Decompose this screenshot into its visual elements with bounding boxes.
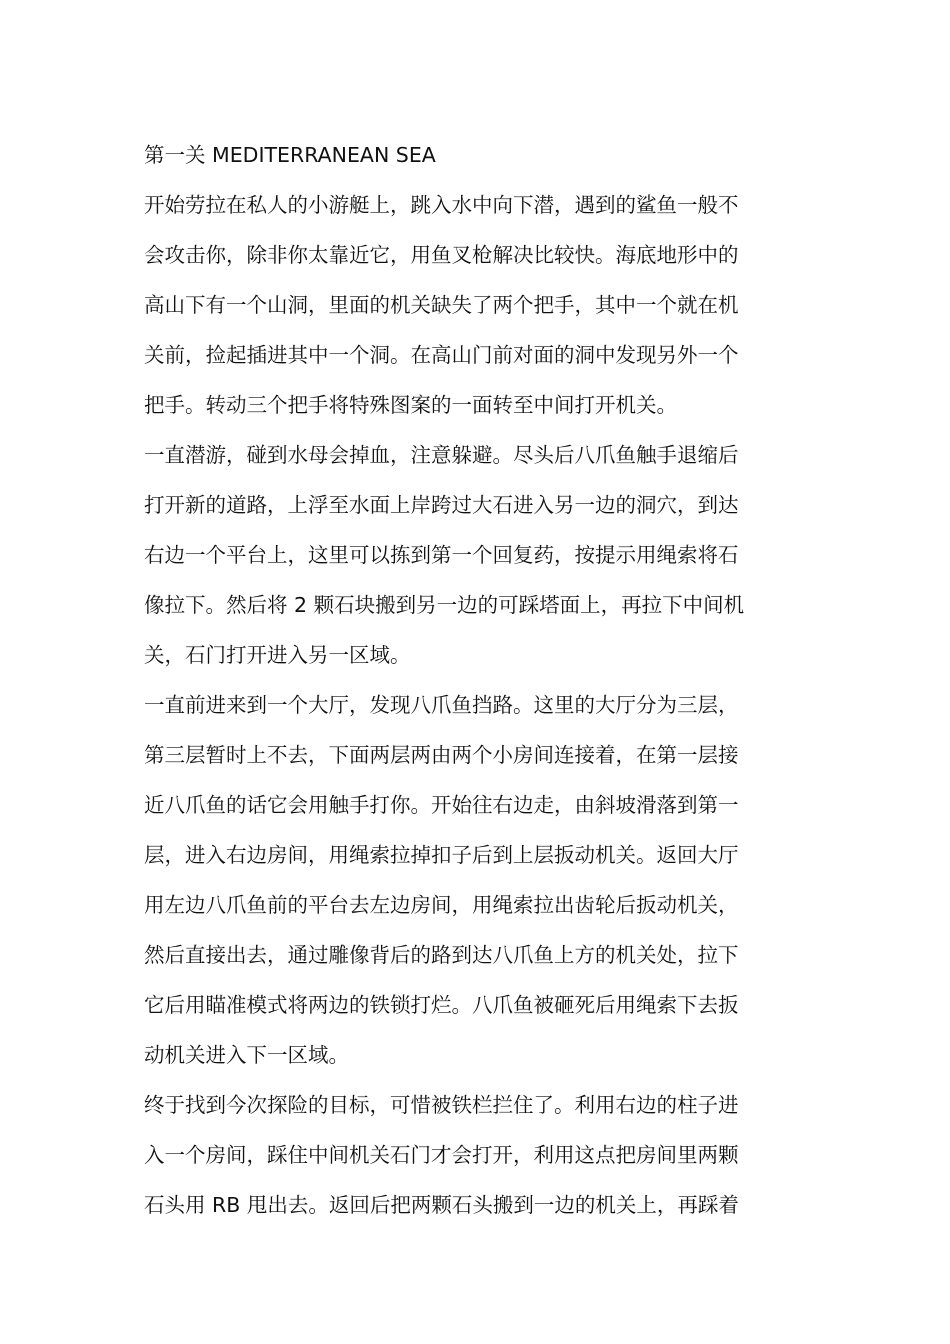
text-line: 一直前进来到一个大厅，发现八爪鱼挡路。这里的大厅分为三层，: [144, 693, 739, 717]
paragraph-1: [144, 180, 806, 430]
text-line: 高山下有一个山洞，里面的机关缺失了两个把手，其中一个就在机: [144, 293, 739, 317]
text-line: 终于找到今次探险的目标，可惜被铁栏拦住了。利用右边的柱子进: [144, 1093, 739, 1117]
text-line: 然后直接出去，通过雕像背后的路到达八爪鱼上方的机关处，拉下: [144, 943, 739, 967]
text-line: 第三层暂时上不去，下面两层两由两个小房间连接着，在第一层接: [144, 743, 739, 767]
text-line: 用左边八爪鱼前的平台去左边房间，用绳索拉出齿轮后扳动机关，: [144, 893, 739, 917]
paragraph-2: [144, 430, 806, 680]
document-page: [144, 130, 806, 1230]
text-line: 它后用瞄准模式将两边的铁锁打烂。八爪鱼被砸死后用绳索下去扳: [144, 993, 739, 1017]
text-line: 打开新的道路，上浮至水面上岸跨过大石进入另一边的洞穴，到达: [144, 493, 739, 517]
text-line: 石头用 RB 甩出去。返回后把两颗石头搬到一边的机关上，再踩着: [144, 1193, 739, 1217]
text-line: 一直潜游，碰到水母会掉血，注意躲避。尽头后八爪鱼触手退缩后: [144, 443, 739, 467]
text-line: 关，石门打开进入另一区域。: [144, 643, 411, 667]
paragraph-4: [144, 1080, 806, 1230]
text-line: 像拉下。然后将 2 颗石块搬到另一边的可踩塔面上，再拉下中间机: [144, 593, 745, 617]
section-title: 第一关 MEDITERRANEAN SEA: [144, 143, 436, 167]
text-line: 把手。转动三个把手将特殊图案的一面转至中间打开机关。: [144, 393, 677, 417]
text-line: 动机关进入下一区域。: [144, 1043, 349, 1067]
text-line: 入一个房间，踩住中间机关石门才会打开，利用这点把房间里两颗: [144, 1143, 739, 1167]
text-line: 关前，捡起插进其中一个洞。在高山门前对面的洞中发现另外一个: [144, 343, 739, 367]
text-line: 右边一个平台上，这里可以拣到第一个回复药，按提示用绳索将石: [144, 543, 739, 567]
text-line: 会攻击你，除非你太靠近它，用鱼叉枪解决比较快。海底地形中的: [144, 243, 739, 267]
text-line: 近八爪鱼的话它会用触手打你。开始往右边走，由斜坡滑落到第一: [144, 793, 739, 817]
text-line: 开始劳拉在私人的小游艇上，跳入水中向下潜，遇到的鲨鱼一般不: [144, 193, 739, 217]
paragraph-3: [144, 680, 806, 1080]
text-line: 层，进入右边房间，用绳索拉掉扣子后到上层扳动机关。返回大厅: [144, 843, 739, 867]
